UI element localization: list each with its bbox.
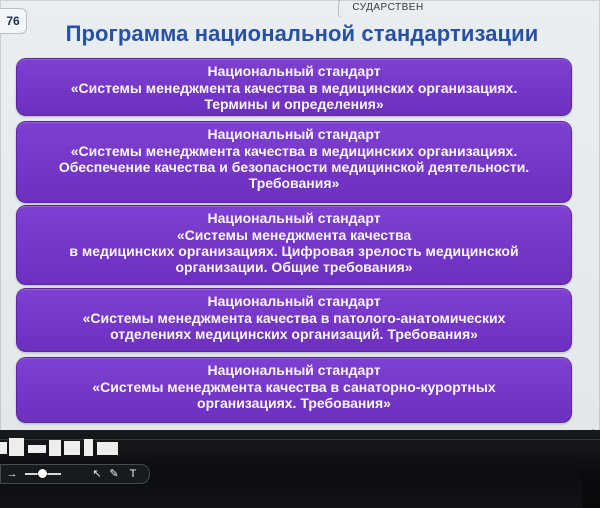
standard-line: Термины и определения»	[204, 96, 384, 112]
slide-number: 76	[0, 8, 27, 34]
page-title: Программа национальной стандартизации	[65, 21, 539, 46]
standard-title: Национальный стандарт	[207, 63, 381, 79]
standard-card-1	[16, 58, 572, 116]
standard-line: Обеспечение качества и безопасности медицинской деятельности.	[58, 159, 530, 175]
zoom-slider[interactable]	[23, 465, 65, 483]
standard-title: Национальный стандарт	[207, 362, 381, 378]
presentation-toolbar	[0, 464, 150, 484]
standard-title: Национальный стандарт	[207, 210, 381, 226]
standard-card-5	[16, 357, 572, 423]
pointer-icon[interactable]: ↖	[92, 468, 102, 480]
standard-line: в медицинских организациях. Цифровая зрелость медицинской	[69, 243, 519, 259]
standard-card-2	[16, 121, 572, 203]
screen-bottom-border	[0, 430, 600, 508]
pen-icon[interactable]: ✎	[109, 468, 119, 480]
standard-line: «Системы менеджмента качества в санаторно-курортных	[92, 379, 496, 395]
slider-thumb[interactable]	[38, 469, 47, 478]
standard-line: «Системы менеджмента качества в медицинских организациях.	[70, 143, 518, 159]
header-seal: СУДАРСТВЕН	[338, 0, 436, 17]
standard-title: Национальный стандарт	[207, 126, 381, 142]
standard-line: организации. Общие требования»	[175, 259, 413, 275]
partial-logo	[0, 438, 122, 460]
header-seal-crop	[338, 0, 436, 17]
arrow-icon[interactable]: →	[6, 468, 18, 480]
text-icon[interactable]: T	[129, 468, 137, 480]
standard-line: отделениях медицинских организаций. Требования»	[110, 326, 478, 342]
standard-line: организациях. Требования»	[197, 395, 391, 411]
standard-title: Национальный стандарт	[207, 293, 381, 309]
standard-line: «Системы менеджмента качества в медицинских организациях.	[70, 80, 518, 96]
standard-line: «Системы менеджмента качества	[176, 227, 412, 243]
standard-line: «Системы менеджмента качества в патолого-анатомических	[82, 310, 506, 326]
standard-card-4	[16, 288, 572, 352]
standard-card-3	[16, 205, 572, 285]
standard-line: Требования»	[248, 175, 340, 191]
